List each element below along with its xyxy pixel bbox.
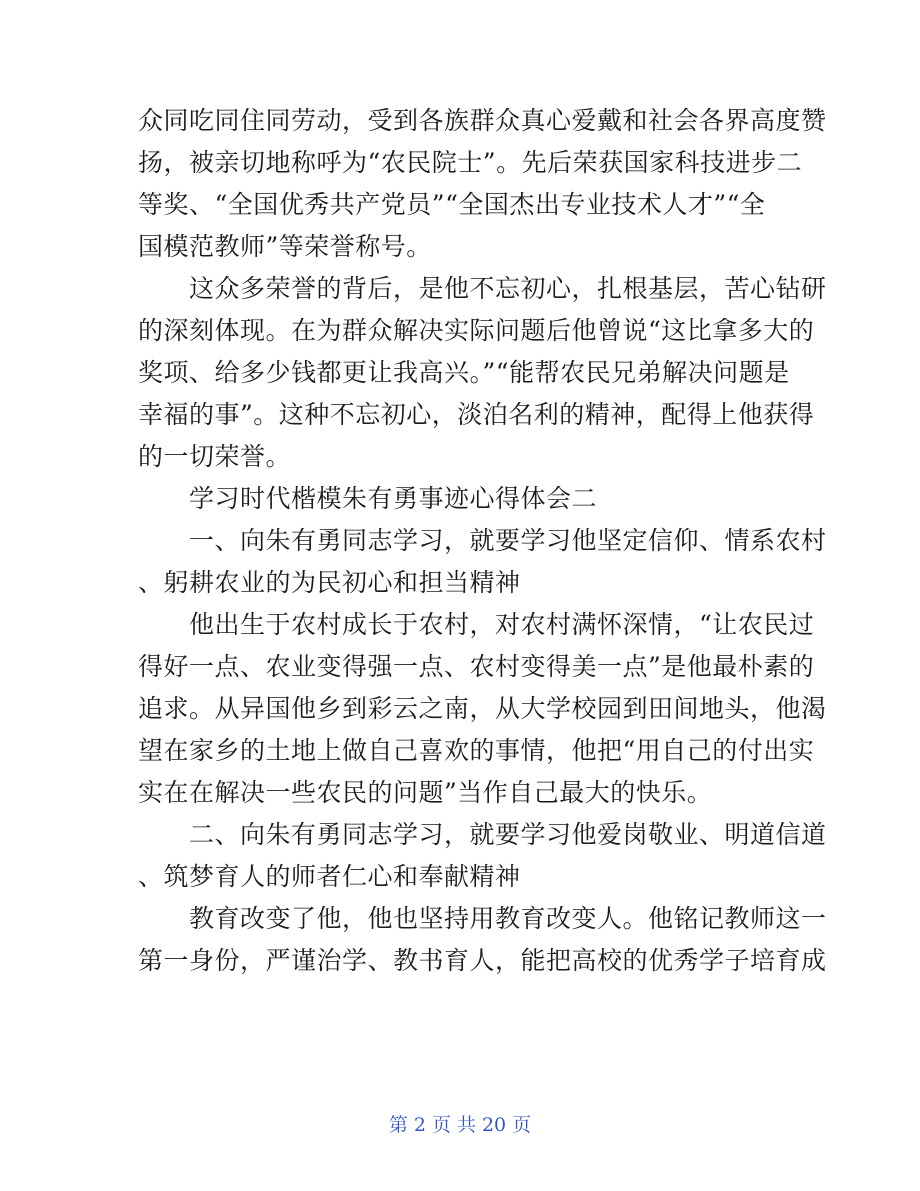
text-line: 等奖、“全国优秀共产党员”“全国杰出专业技术人才”“全 [138, 190, 766, 219]
page-unit-label: 页 [431, 1114, 451, 1136]
text-line: 众同吃同住同劳动，受到各族群众真心爱戴和社会各界高度赞 [138, 106, 827, 135]
text-line: 实在在解决一些农民的问题”当作自己最大的快乐。 [138, 778, 713, 807]
text-line: 奖项、给多少钱都更让我高兴。”“能帮农民兄弟解决问题是 [138, 358, 790, 387]
text-line: 、躬耕农业的为民初心和担当精神 [138, 568, 521, 597]
section-heading: 学习时代楷模朱有勇事迹心得体会二 [138, 484, 598, 513]
document-body [138, 100, 827, 982]
text-line: 教育改变了他，他也坚持用教育改变人。他铭记教师这一 [138, 904, 827, 933]
total-unit-label: 页 [512, 1114, 532, 1136]
text-line: 的深刻体现。在为群众解决实际问题后他曾说“这比拿多大的 [138, 316, 815, 345]
text-line: 国模范教师”等荣誉称号。 [138, 232, 432, 261]
text-line: 他出生于农村成长于农村，对农村满怀深情，“让农民过 [138, 610, 815, 639]
text-line: 的一切荣誉。 [138, 442, 292, 471]
page-footer [0, 1110, 920, 1137]
current-page-number: 2 [413, 1114, 426, 1136]
text-line: 幸福的事”。这种不忘初心，淡泊名利的精神，配得上他获得 [138, 400, 815, 429]
text-line: 望在家乡的土地上做自己喜欢的事情，他把“用自己的付出实 [138, 736, 815, 765]
text-line: 得好一点、农业变得强一点、农村变得美一点”是他最朴素的 [138, 652, 815, 681]
page-label: 第 [388, 1114, 408, 1136]
text-line: 、筑梦育人的师者仁心和奉献精神 [138, 862, 521, 891]
text-line: 扬，被亲切地称呼为“农民院士”。先后荣获国家科技进步二 [138, 148, 803, 177]
total-pages-number: 20 [481, 1114, 507, 1136]
text-line: 二、向朱有勇同志学习，就要学习他爱岗敬业、明道信道 [138, 820, 827, 849]
text-line: 追求。从异国他乡到彩云之南，从大学校园到田间地头，他渴 [138, 694, 827, 723]
text-line: 第一身份，严谨治学、教书育人，能把高校的优秀学子培育成 [138, 946, 827, 975]
text-line: 一、向朱有勇同志学习，就要学习他坚定信仰、情系农村 [138, 526, 827, 555]
total-label: 共 [456, 1114, 476, 1136]
text-line: 这众多荣誉的背后，是他不忘初心，扎根基层，苦心钻研 [138, 274, 827, 303]
